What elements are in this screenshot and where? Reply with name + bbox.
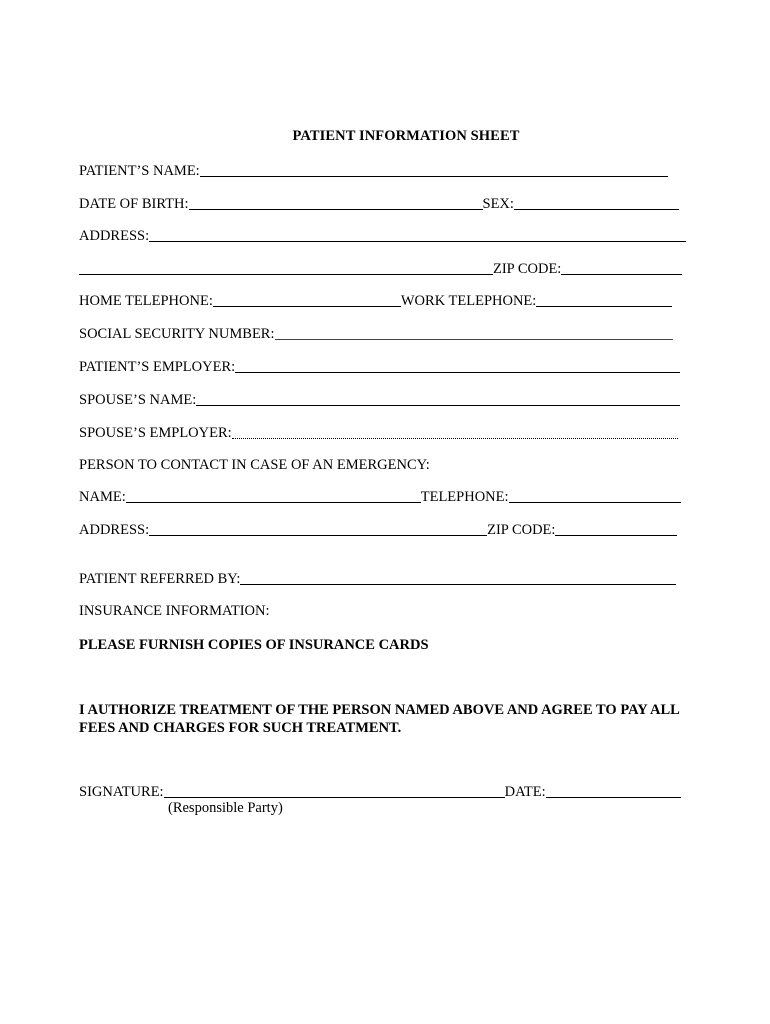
insurance-cards-note: PLEASE FURNISH COPIES OF INSURANCE CARDS [79,637,429,653]
home-telephone-field[interactable] [213,306,401,307]
ssn-label: SOCIAL SECURITY NUMBER: [79,326,275,342]
referred-by-field[interactable] [240,584,676,585]
patient-name-field[interactable] [200,176,668,177]
dob-sex-row [79,195,679,213]
dob-field[interactable] [189,209,483,210]
ssn-row [79,325,673,343]
emergency-address-field[interactable] [149,535,487,536]
emergency-name-label: NAME: [79,489,126,505]
authorization-statement: I AUTHORIZE TREATMENT OF THE PERSON NAMED ABOVE AND AGREE TO PAY ALL FEES AND CHARGES FOR SUCH TREATMENT. [79,702,680,736]
signature-label: SIGNATURE: [79,784,164,800]
ssn-field[interactable] [275,339,673,340]
emergency-address-row [79,521,677,539]
spouse-name-row [79,391,680,409]
sex-field[interactable] [514,209,679,210]
work-telephone-field[interactable] [536,306,672,307]
address-row [79,227,686,245]
employer-row [79,358,680,376]
zip-field[interactable] [561,274,682,275]
address-label: ADDRESS: [79,228,150,244]
referred-by-label: PATIENT REFERRED BY: [79,571,241,587]
spouse-employer-label: SPOUSE’S EMPLOYER: [79,425,232,441]
form-title: PATIENT INFORMATION SHEET [292,128,520,144]
emergency-telephone-field[interactable] [509,502,681,503]
spouse-name-label: SPOUSE’S NAME: [79,392,197,408]
emergency-address-label: ADDRESS: [79,522,150,538]
patient-name-row [79,162,668,180]
emergency-zip-field[interactable] [555,535,677,536]
emergency-heading: PERSON TO CONTACT IN CASE OF AN EMERGENCY: [79,457,430,473]
spouse-employer-row [79,424,678,442]
emergency-name-row [79,488,681,506]
date-label: DATE: [504,784,546,800]
insurance-info-label: INSURANCE INFORMATION: [79,603,270,619]
emergency-telephone-label: TELEPHONE: [420,489,509,505]
employer-label: PATIENT’S EMPLOYER: [79,359,236,375]
dob-label: DATE OF BIRTH: [79,196,189,212]
signature-field[interactable] [164,797,505,798]
date-field[interactable] [546,797,681,798]
address-line2-field[interactable] [79,274,493,275]
emergency-name-field[interactable] [126,502,421,503]
home-telephone-label: HOME TELEPHONE: [79,293,213,309]
spouse-employer-field[interactable] [232,438,678,439]
referred-by-row [79,570,676,588]
work-telephone-label: WORK TELEPHONE: [400,293,537,309]
telephone-row [79,292,672,310]
employer-field[interactable] [235,372,680,373]
emergency-zip-label: ZIP CODE: [487,522,556,538]
sex-label: SEX: [482,196,514,212]
address2-zip-row [79,260,682,278]
responsible-party-caption: (Responsible Party) [168,800,283,816]
patient-name-label: PATIENT’S NAME: [79,163,200,179]
zip-label: ZIP CODE: [493,261,562,277]
address-field[interactable] [149,241,686,242]
signature-row [79,783,681,801]
spouse-name-field[interactable] [196,405,680,406]
